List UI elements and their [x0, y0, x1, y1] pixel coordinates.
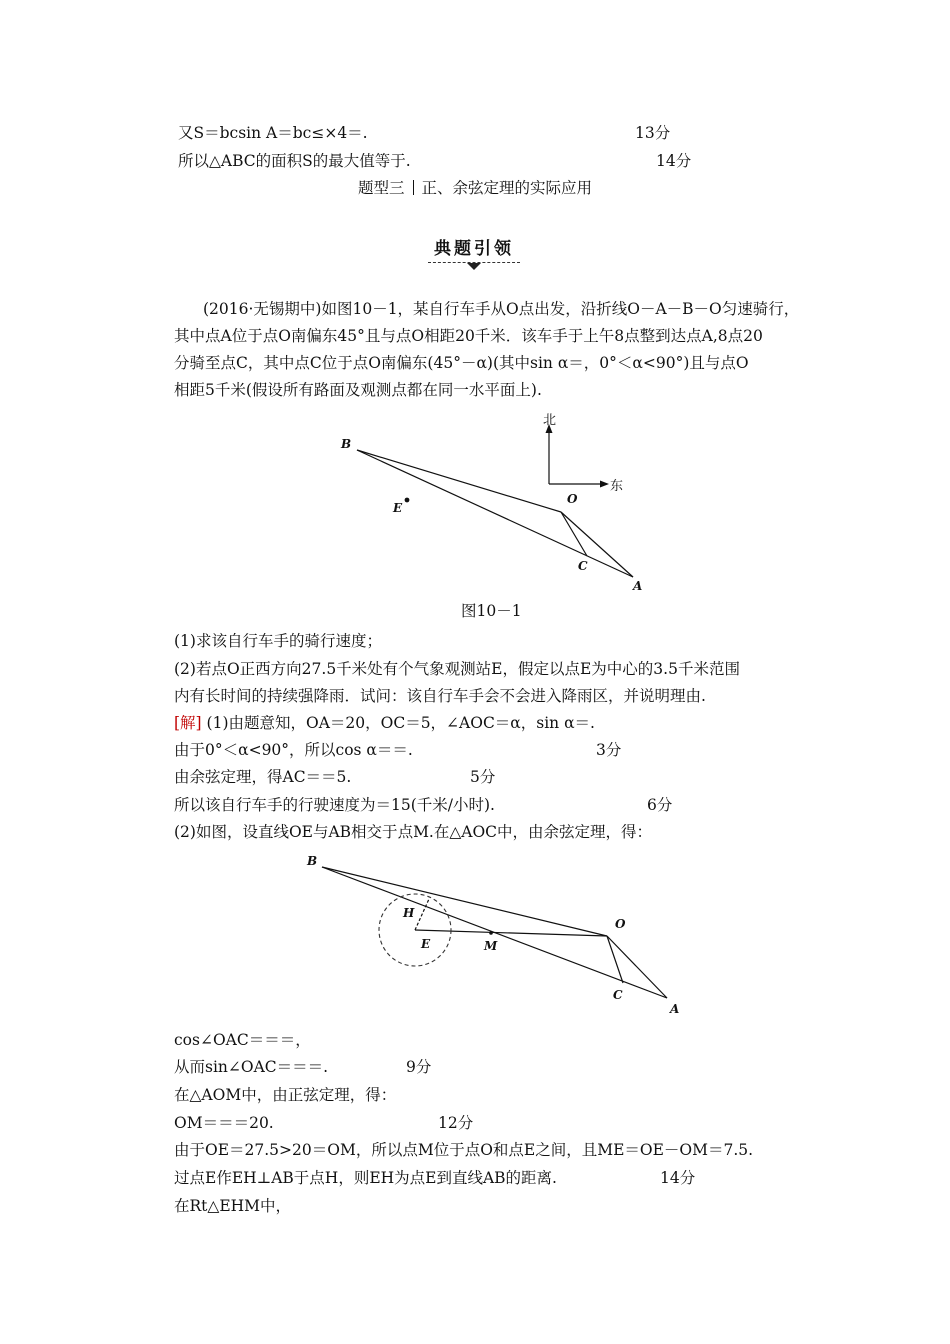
line-area-bound: 又S＝bcsin A＝bc≤×4＝.: [178, 124, 368, 142]
question-1: (1)求该自行车手的骑行速度；: [174, 632, 382, 650]
fig2-label-E: E: [421, 937, 431, 951]
fig1-label-north: 北: [543, 413, 557, 428]
score-5: 5分: [470, 768, 496, 786]
problem-line-2: 其中点A位于点O南偏东45°且与点O相距20千米．该车手于上午8点整到达点A,8点20: [174, 327, 763, 345]
fig2-label-H: H: [403, 906, 415, 920]
score-3: 3分: [596, 741, 622, 759]
solution-line-9: OM＝＝＝20.: [174, 1114, 274, 1132]
fig2-point-M: [489, 931, 493, 935]
fig1-label-B: B: [341, 437, 352, 451]
score-12: 12分: [438, 1114, 474, 1132]
question-2-line-1: (2)若点O正西方向27.5千米处有个气象观测站E，假定以点E为中心的3.5千米范围: [174, 660, 740, 678]
solution-line-7: 从而sin∠OAC＝＝＝.: [174, 1058, 329, 1076]
score-13: 13分: [635, 124, 671, 142]
problem-line-1: (2016·无锡期中)如图10－1，某自行车手从O点出发，沿折线O－A－B－O匀速骑行，: [203, 300, 800, 318]
line-max-area: 所以△ABC的面积S的最大值等于.: [178, 152, 411, 170]
fig2-label-M: M: [484, 939, 498, 953]
fig2-segment-BO: [322, 867, 607, 936]
solution-line-1-text: (1)由题意知，OA＝20，OC＝5，∠AOC＝α，sin α＝.: [206, 714, 595, 732]
score-14: 14分: [656, 152, 692, 170]
solution-line-4: 所以该自行车手的行驶速度为＝15(千米/小时).: [174, 796, 495, 814]
fig2-label-B: B: [307, 854, 318, 868]
score-9: 9分: [406, 1058, 432, 1076]
section-label: 题型三: [357, 179, 405, 197]
solution-line-12: 在Rt△EHM中，: [174, 1197, 292, 1215]
fig2-label-C: C: [613, 988, 623, 1002]
fig1-label-C: C: [578, 559, 588, 573]
problem-line-3: 分骑至点C，其中点C位于点O南偏东(45°－α)(其中sin α＝，0°＜α<90°)且与点O: [174, 354, 749, 372]
solution-line-5: (2)如图，设直线OE与AB相交于点M.在△AOC中，由余弦定理，得：: [174, 823, 653, 841]
fig1-label-E: E: [393, 501, 403, 515]
solution-line-8: 在△AOM中，由正弦定理，得：: [174, 1086, 397, 1104]
fig1-label-A: A: [633, 579, 643, 593]
question-2-line-2: 内有长时间的持续强降雨．试问：该自行车手会不会进入降雨区，并说明理由.: [174, 687, 706, 705]
fig1-label-O: O: [567, 492, 578, 506]
solution-line-10: 由于OE＝27.5>20＝OM，所以点M位于点O和点E之间，且ME＝OE－OM＝7.5.: [174, 1141, 754, 1159]
fig2-label-O: O: [615, 917, 626, 931]
solution-line-11: 过点E作EH⊥AB于点H，则EH为点E到直线AB的距离.: [174, 1169, 557, 1187]
section-heading: 正、余弦定理的实际应用: [421, 179, 593, 197]
problem-line-4: 相距5千米(假设所有路面及观测点都在同一水平面上).: [174, 381, 542, 399]
badge-label: 典题引领: [428, 234, 520, 263]
figure-caption: 图10－1: [461, 602, 522, 620]
fig2-label-A: A: [670, 1002, 680, 1016]
solution-tag: [解]: [174, 714, 202, 732]
fig1-label-east: 东: [610, 479, 624, 494]
fig2-segment-EO: [415, 930, 607, 936]
score-14-b: 14分: [660, 1169, 696, 1187]
score-6: 6分: [647, 796, 673, 814]
solution-line-6: cos∠OAC＝＝＝，: [174, 1031, 311, 1049]
solution-line-2: 由于0°＜α<90°，所以cos α＝＝.: [174, 741, 413, 759]
solution-line-3: 由余弦定理，得AC＝＝5.: [174, 768, 352, 786]
